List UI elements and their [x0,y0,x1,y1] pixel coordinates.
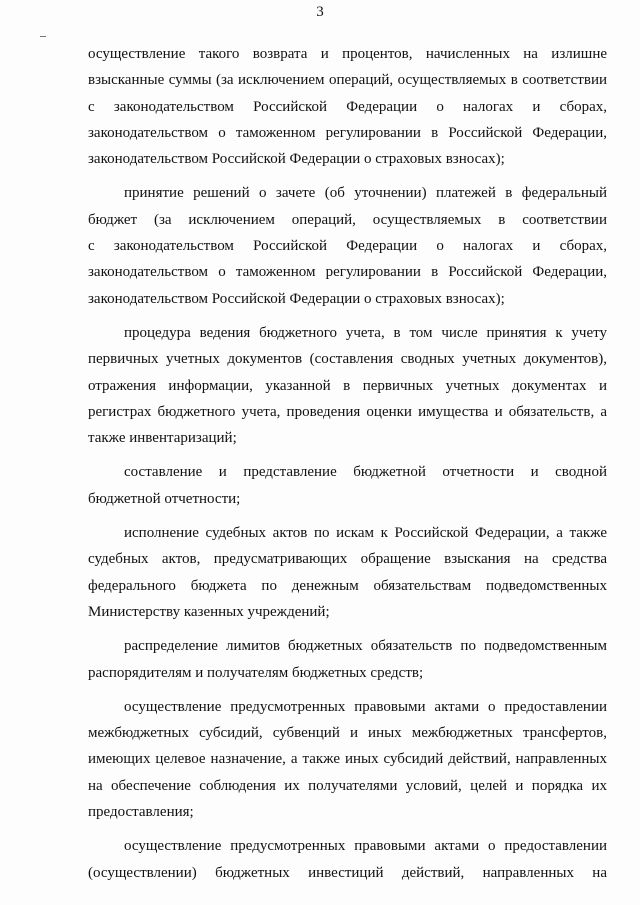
text-line: составление и представление бюджетной отчетности и сводной [124,464,607,481]
text-line: бюджет (за исключением операций, осуществляемых в соответствии [88,211,607,228]
paragraph [88,520,607,625]
text-line: осуществление предусмотренных правовыми актами о предоставлении [124,698,607,715]
text-line: законодательством о таможенном регулировании в Российской Федерации, [88,264,607,281]
text-line: предоставления; [88,804,194,821]
paragraph [88,41,607,172]
paragraph [88,180,607,311]
text-line: взысканные суммы (за исключением операций, осуществляемых в соответствии [88,72,607,89]
text-line: федерального бюджета по денежным обязательствам подведомственных [88,577,607,594]
text-line: осуществление предусмотренных правовыми актами о предоставлении [124,838,607,855]
text-line: распределение лимитов бюджетных обязательств по подведомственным [124,638,607,655]
text-line: имеющих целевое назначение, а также иных субсидий действий, направленных [88,751,607,768]
paragraph [88,633,607,686]
text-line: судебных актов, предусматривающих обращение взыскания на средства [88,551,607,568]
page-number: 3 [316,4,324,20]
text-line: отражения информации, указанной в первичных учетных документах и [88,377,607,394]
document-body [88,41,607,886]
text-line: законодательством о таможенном регулировании в Российской Федерации, [88,124,607,141]
text-line: первичных учетных документов (составления сводных учетных документов), [88,351,607,368]
text-line: процедура ведения бюджетного учета, в том числе принятия к учету [124,324,607,341]
text-line: Министерству казенных учреждений; [88,603,330,620]
text-line: законодательством Российской Федерации о страховых взносах); [88,290,505,307]
text-line: осуществление такого возврата и процентов, начисленных на излишне [88,46,607,62]
paragraph [88,694,607,825]
text-line: распорядителям и получателям бюджетных средств; [88,664,424,681]
text-line: регистрах бюджетного учета, проведения оценки имущества и обязательств, а [88,403,607,420]
paragraph [88,833,607,886]
text-line: бюджетной отчетности; [88,490,241,507]
text-line: (осуществлении) бюджетных инвестиций действий, направленных на [88,864,607,881]
text-line: принятие решений о зачете (об уточнении) платежей в федеральный [124,185,607,202]
paragraph [88,320,607,451]
text-line: на обеспечение соблюдения их получателями условий, целей и порядка их [88,777,607,794]
text-line: межбюджетных субсидий, субвенций и иных межбюджетных трансфертов, [88,725,607,742]
scan-mark [40,36,46,37]
text-line: исполнение судебных актов по искам к Российской Федерации, а также [124,525,607,542]
text-line: также инвентаризаций; [88,430,237,447]
text-line: с законодательством Российской Федерации о налогах и сборах, [88,238,607,255]
text-line: законодательством Российской Федерации о страховых взносах); [88,151,505,168]
text-line: с законодательством Российской Федерации о налогах и сборах, [88,98,607,115]
paragraph [88,459,607,512]
